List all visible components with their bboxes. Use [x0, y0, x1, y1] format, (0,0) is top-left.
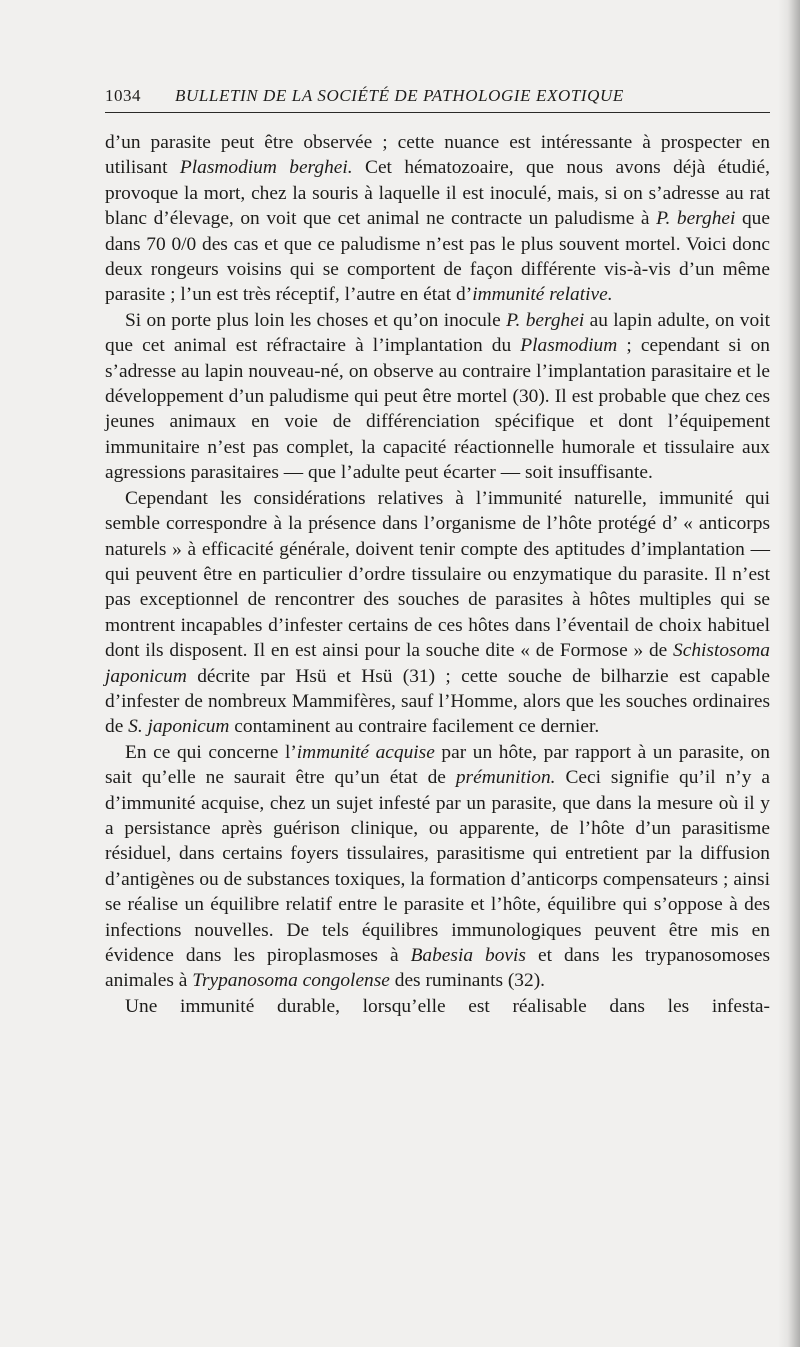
paragraph	[105, 994, 770, 1019]
italic-text: Plasmodium	[520, 335, 618, 357]
paragraph	[105, 740, 770, 994]
page-edge-shadow	[778, 0, 800, 1347]
text-run: Cependant les considérations relatives à l’immunité naturelle, immunité qui semble correspondre à la présence dans l’organisme de l’hôte protégé d’ « anticorps naturels » à efficacité générale, doivent tenir compte des aptitudes d’implantation — qui peuvent être en particulier d’ordre tissulaire ou enzymatique du parasite. Il n’est pas exceptionnel de rencontrer des souches de parasites à hôtes multiples qui se montrent incapables d’infester certains de ces hôtes dans l’éventail de choix habituel dont ils disposent. Il en est ainsi pour la souche dite « de Formose » de	[105, 487, 770, 662]
text-run: Cet hématozoaire, que nous avons déjà étudié, provoque la mort, chez la souris à laquelle il est inoculé, mais, si on s’adresse au rat blanc d’élevage, on voit que cet animal ne contracte un paludisme à	[105, 157, 771, 230]
running-header	[105, 86, 770, 113]
text-run: Ceci signifie qu’il n’y a d’immunité acquise, chez un sujet infesté par un parasite, que dans la mesure où il y a persistance après guérison clinique, ou apparente, de l’hôte d’un parasitisme résiduel, dans certains foyers tissulaires, parasitisme qui entretient par la diffusion d’antigènes ou de substances toxiques, la formation d’anticorps compensateurs ; ainsi se réalise un équilibre relatif entre le parasite et l’hôte, équilibre qui s’oppose à des infections nouvelles. De tels équilibres immunologiques peuvent être mis en évidence dans les piroplasmoses à	[105, 767, 770, 966]
italic-text: Schistosoma japonicum	[105, 640, 770, 687]
text-run: Une immunité durable, lorsqu’elle est réalisable dans les infesta-	[125, 995, 770, 1017]
text-run: En ce qui concerne l’	[125, 741, 297, 763]
text-run: ; cependant si on s’adresse au lapin nouveau-né, on observe au contraire l’implantation parasitaire et le développement d’un paludisme qui peut être mortel (30). Il est probable que chez ces jeunes animaux en voie de différenciation spécifique et dont l’équipement immunitaire n’est pas complet, la capacité réactionnelle humorale et tissulaire aux agressions parasitaires — que l’adulte peut écarter — soit insuffisante.	[105, 335, 770, 484]
text-run: décrite par Hsü et Hsü (31) ; cette souche de bilharzie est capable d’infester de nombreux Mammifères, sauf l’Homme, alors que les souches ordinaires de	[105, 665, 770, 738]
text-run: et dans les trypanosomoses animales à	[105, 945, 771, 992]
text-run: des ruminants (32).	[389, 970, 546, 992]
running-title: BULLETIN DE LA SOCIÉTÉ DE PATHOLOGIE EXOTIQUE	[175, 86, 624, 105]
italic-text: prémunition.	[455, 767, 556, 789]
italic-text: immunité relative.	[472, 284, 613, 306]
paragraph	[105, 486, 770, 740]
italic-text: S. japonicum	[128, 716, 230, 738]
page-number: 1034	[105, 86, 141, 105]
text-run: d’un parasite peut être observée ; cette nuance est intéressante à prospecter en utilisant	[105, 132, 770, 179]
italic-text: P. berghei	[506, 309, 585, 331]
italic-text: immunité acquise	[296, 741, 435, 763]
article-body	[105, 130, 770, 1019]
italic-text: Babesia bovis	[410, 945, 526, 966]
paragraph	[105, 130, 770, 308]
text-run: contaminent au contraire facilement ce dernier.	[229, 716, 600, 738]
text-run: au lapin adulte, on voit que cet animal est réfractaire à l’implantation du	[105, 309, 770, 357]
italic-text: Trypanosoma congolense	[192, 970, 390, 992]
text-run: par un hôte, par rapport à un parasite, on sait qu’elle ne saurait être qu’un état de	[105, 741, 770, 789]
italic-text: Plasmodium berghei.	[179, 157, 353, 179]
text-run: Si on porte plus loin les choses et qu’on inocule	[125, 309, 507, 331]
italic-text: P. berghei	[656, 208, 736, 230]
paragraph	[105, 308, 770, 486]
text-run: que dans 70 0/0 des cas et que ce paludisme n’est pas le plus souvent mortel. Voici donc deux rongeurs voisins qui se comportent de façon différente vis-à-vis d’un même parasite ; l’un est très réceptif, l’autre en état d’	[105, 208, 770, 306]
